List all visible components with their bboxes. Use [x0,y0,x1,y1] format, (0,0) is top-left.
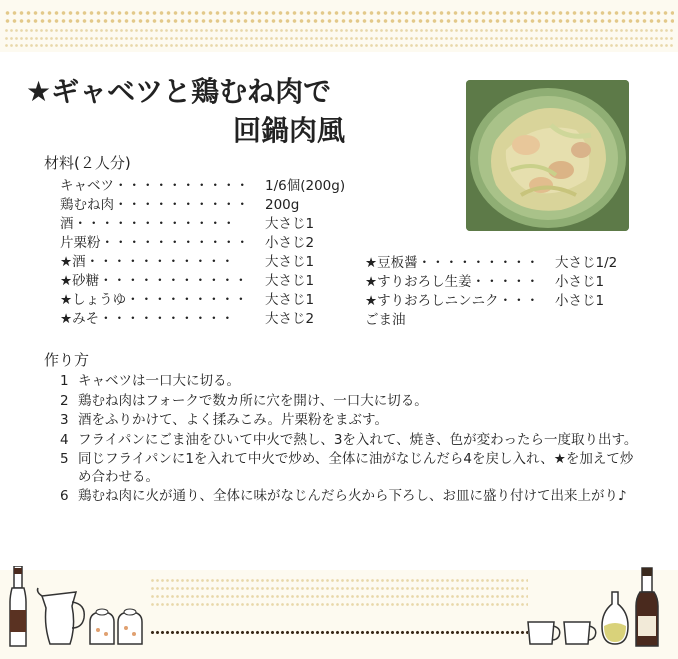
cup-icon [528,622,596,644]
ingredients-heading: 材料(２人分) [44,154,131,172]
ingredient-amount: 大さじ1 [265,273,315,289]
top-decorative-band [0,0,678,52]
ingredient-name: ★みそ [60,311,100,327]
ingredient-leader-dots: ・・・・・・・・・・ [114,197,249,213]
jar-icon [90,609,142,644]
step-text: 鶏むね肉に火が通り、全体に味がなじんだら火から下ろし、お皿に盛り付けて出来上がり♪ [78,488,627,504]
step-item [60,488,640,506]
ingredient-leader-dots: ・・・・・・・・・・・ [85,254,235,270]
bottom-dark-dot-line [150,630,528,634]
step-item [60,412,640,430]
pitcher-icon [38,588,85,644]
ingredient-amount: 200g [265,197,300,213]
ingredient-amount: 1/6個(200g) [265,178,346,194]
ingredient-amount: 小さじ2 [265,235,315,251]
step-number: 6 [60,488,69,504]
ingredient-leader-dots: ・・・・・・・・・・・ [100,235,249,251]
step-number: 5 [60,451,69,467]
kitchenware-illustration-left [4,566,144,656]
ingredient-leader-dots: ・・・・・・・・・ [126,292,248,308]
ingredient-name: ★砂糖 [60,273,100,289]
ingredient-amount: 小さじ1 [555,293,605,309]
step-item [60,373,640,391]
top-dot-border [4,18,674,24]
step-item [60,451,640,486]
ingredient-leader-dots: ・・・・・・・・・・ [114,178,249,194]
ingredient-row [365,293,605,309]
ingredient-name: ★酒 [60,254,86,270]
ingredient-name: ごま油 [365,312,406,328]
step-item [60,432,640,450]
ingredient-leader-dots: ・・・ [498,293,540,309]
steps-list [60,373,640,508]
bottom-dot-border [150,586,528,591]
ingredient-name: キャベツ [60,178,114,194]
ingredient-row [365,255,618,271]
kitchenware-illustration-right [524,566,674,656]
bottom-dot-border [150,602,528,607]
ingredient-row [365,312,406,328]
step-number: 3 [60,412,69,428]
ingredient-row [60,254,315,270]
top-dot-border [4,10,674,16]
ingredient-row [60,273,315,289]
ingredient-row [60,292,315,308]
bottom-dot-border [150,594,528,599]
recipe-title-line1: ★ギャベツと鶏むね肉で [26,75,332,108]
step-text: 酒をふりかけて、よく揉みこみ。片栗粉をまぶす。 [78,412,388,428]
step-number: 1 [60,373,69,389]
ingredient-amount: 大さじ2 [265,311,315,327]
ingredient-row [60,311,315,327]
steps-heading: 作り方 [44,351,90,369]
ingredient-name: 片栗粉 [60,235,101,251]
ingredient-row [60,197,300,213]
ingredient-row [60,216,315,232]
ingredient-name: ★すりおろし生姜 [365,274,472,290]
ingredient-name: ★豆板醤 [365,255,418,271]
ingredient-name: ★すりおろしニンニク [365,293,499,309]
ingredient-amount: 大さじ1 [265,216,315,232]
wine-bottle-icon [636,568,658,646]
ingredient-name: ★しょうゆ [60,292,127,308]
oil-bottle-icon [602,592,628,644]
top-dot-border [4,28,674,33]
ingredient-name: 酒 [60,216,74,232]
recipe-title-line2: 回鍋肉風 [233,114,346,147]
step-text: フライパンにごま油をひいて中火で熱し、3を入れて、焼き、色が変わったら一度取り出す。 [78,431,638,448]
step-number: 4 [60,431,69,448]
step-text: キャベツは一口大に切る。 [78,373,240,389]
top-dot-border [4,43,674,48]
step-text: 鶏むね肉はフォークで数カ所に穴を開け、一口大に切る。 [78,392,428,409]
bottom-dot-border [150,578,528,583]
ingredient-amount: 大さじ1 [265,254,315,270]
step-number: 2 [60,392,69,409]
ingredient-row [60,178,346,194]
step-text: 同じフライパンに1を入れて中火で炒め、全体に油がなじんだら4を戻し入れ、★を加えて炒め合わせる。 [78,451,634,485]
bottle-icon [10,566,26,646]
ingredient-leader-dots: ・・・・・・・・・ [417,255,540,271]
ingredient-leader-dots: ・・・・・・・・・・ [99,311,235,327]
ingredient-row [365,274,605,290]
ingredient-leader-dots: ・・・・・・・・・・・ [99,273,248,289]
ingredient-amount: 小さじ1 [555,274,605,290]
ingredient-amount: 大さじ1 [265,292,315,308]
ingredient-leader-dots: ・・・・・ [471,274,540,290]
top-dot-border [4,36,674,41]
dish-photo [466,80,629,231]
ingredient-row [60,235,315,251]
ingredient-amount: 大さじ1/2 [555,255,618,271]
step-item [60,393,640,411]
ingredient-leader-dots: ・・・・・・・・・・・・ [73,216,236,232]
ingredient-name: 鶏むね肉 [60,197,114,213]
